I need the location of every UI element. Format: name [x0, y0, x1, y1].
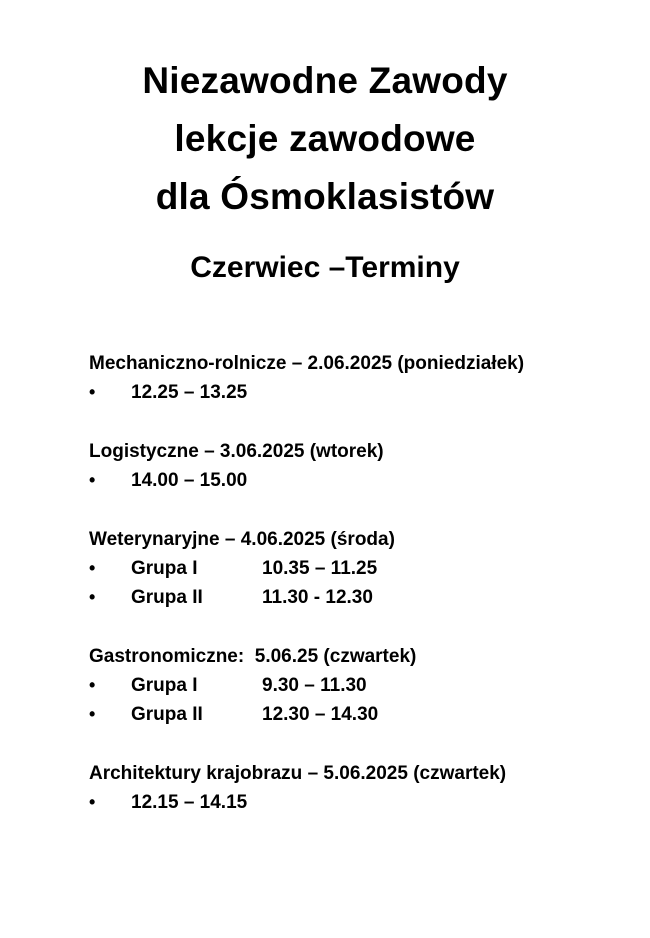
time-range: 12.15 – 14.15: [131, 792, 248, 813]
schedule-section-mechaniczno-rolnicze: [89, 349, 629, 407]
section-heading: Mechaniczno-rolnicze – 2.06.2025 (poniedziałek): [89, 353, 525, 374]
schedule-row: [89, 583, 629, 612]
document-title: [0, 52, 650, 226]
schedule-row: [89, 788, 629, 817]
bullet: •: [89, 558, 96, 578]
bullet: •: [89, 704, 96, 724]
time-range: 11.30 - 12.30: [262, 587, 373, 608]
subtitle: Czerwiec –Terminy: [190, 251, 460, 284]
schedule-section-gastronomiczne: [89, 642, 629, 729]
section-heading: Logistyczne – 3.06.2025 (wtorek): [89, 441, 384, 462]
section-heading: Weterynaryjne – 4.06.2025 (środa): [89, 529, 395, 550]
title-line-3: dla Ósmoklasistów: [155, 176, 495, 217]
time-range: 14.00 – 15.00: [131, 470, 248, 491]
schedule-row: [89, 466, 629, 495]
title-line-1: Niezawodne Zawody: [142, 60, 508, 101]
schedule-section-logistyczne: [89, 437, 629, 495]
group-label: Grupa I: [131, 558, 198, 579]
schedule-section-architektury-krajobrazu: [89, 759, 629, 817]
bullet: •: [89, 587, 96, 607]
title-line-2: lekcje zawodowe: [174, 118, 476, 159]
schedule-section-weterynaryjne: [89, 525, 629, 612]
group-label: Grupa I: [131, 675, 198, 696]
time-range: 12.25 – 13.25: [131, 382, 248, 403]
schedule-row: [89, 554, 629, 583]
schedule-row: [89, 671, 629, 700]
group-label: Grupa II: [131, 704, 203, 725]
time-range: 12.30 – 14.30: [262, 704, 379, 725]
schedule-list: [89, 349, 629, 847]
bullet: •: [89, 792, 96, 812]
bullet: •: [89, 470, 96, 490]
group-label: Grupa II: [131, 587, 203, 608]
bullet: •: [89, 382, 96, 402]
schedule-row: [89, 378, 629, 407]
schedule-row: [89, 700, 629, 729]
time-range: 9.30 – 11.30: [262, 675, 367, 696]
section-heading: Architektury krajobrazu – 5.06.2025 (czwartek): [89, 763, 507, 784]
bullet: •: [89, 675, 96, 695]
section-heading: Gastronomiczne: 5.06.25 (czwartek): [89, 646, 417, 667]
time-range: 10.35 – 11.25: [262, 558, 378, 579]
